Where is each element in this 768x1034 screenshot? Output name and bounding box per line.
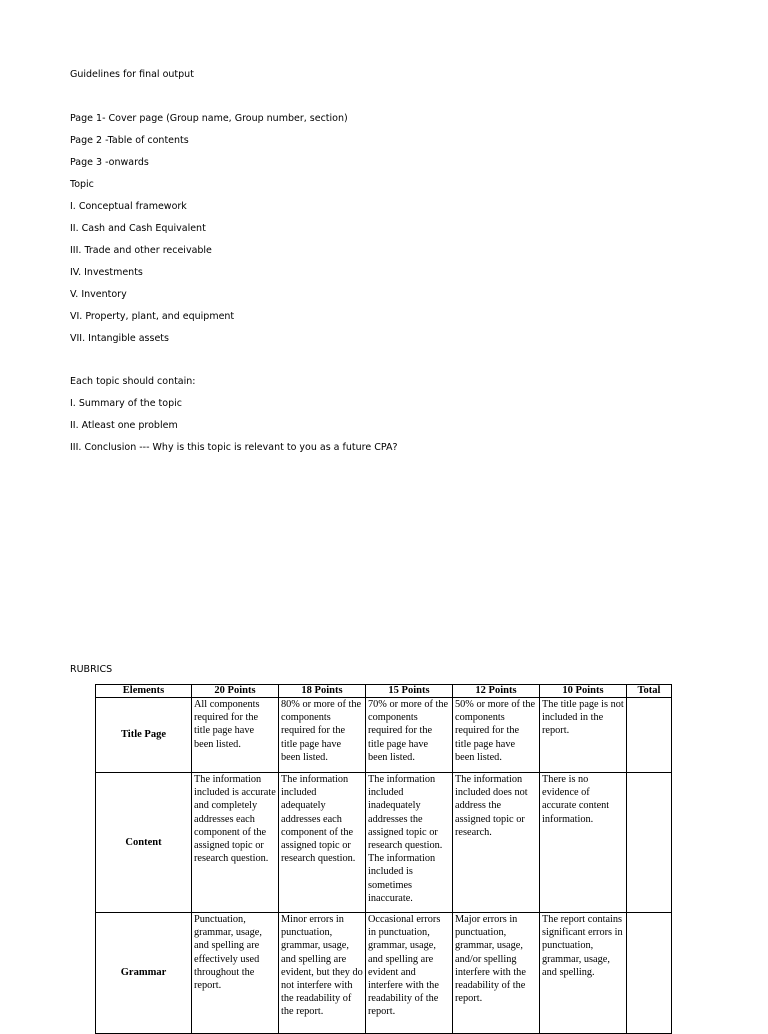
rubric-row-title-page — [96, 698, 672, 773]
criterion-cell: The information included adequately addresses each component of the assigned topic or research question. — [279, 773, 366, 913]
total-cell — [627, 913, 672, 1034]
guidelines-heading: Guidelines for final output — [70, 69, 194, 80]
criterion-cell: 50% or more of the components required for the title page have been listed. — [453, 698, 540, 773]
total-cell — [627, 698, 672, 773]
header-10-points: 10 Points — [540, 685, 627, 698]
header-total: Total — [627, 685, 672, 698]
topic-item: VII. Intangible assets — [70, 333, 169, 344]
header-20-points: 20 Points — [192, 685, 279, 698]
topic-item: II. Cash and Cash Equivalent — [70, 223, 206, 234]
criterion-cell: Punctuation, grammar, usage, and spelling are effectively used throughout the report. — [192, 913, 279, 1034]
element-grammar: Grammar — [96, 913, 192, 1034]
topic-item: VI. Property, plant, and equipment — [70, 311, 235, 322]
contain-item: II. Atleast one problem — [70, 420, 178, 431]
rubrics-header-row — [96, 685, 672, 698]
topic-item: III. Trade and other receivable — [70, 245, 212, 256]
header-12-points: 12 Points — [453, 685, 540, 698]
page-item: Page 3 -onwards — [70, 157, 149, 168]
header-18-points: 18 Points — [279, 685, 366, 698]
criterion-cell: 70% or more of the components required for the title page have been listed. — [366, 698, 453, 773]
contain-heading: Each topic should contain: — [70, 376, 196, 387]
rubric-row-content — [96, 773, 672, 913]
element-content: Content — [96, 773, 192, 913]
criterion-cell: Occasional errors in punctuation, grammar, usage, and spelling are evident and interfere with the readability of the report. — [366, 913, 453, 1034]
rubrics-table — [95, 684, 672, 1034]
topic-item: V. Inventory — [70, 289, 127, 300]
contain-item: III. Conclusion --- Why is this topic is relevant to you as a future CPA? — [70, 442, 398, 453]
criterion-cell: Major errors in punctuation, grammar, usage, and/or spelling interfere with the readability of the report. — [453, 913, 540, 1034]
criterion-cell: The title page is not included in the report. — [540, 698, 627, 773]
header-elements: Elements — [96, 685, 192, 698]
criterion-cell: The report contains significant errors in punctuation, grammar, usage, and spelling. — [540, 913, 627, 1034]
criterion-cell: The information included is accurate and completely addresses each component of the assigned topic or research question. — [192, 773, 279, 913]
element-title-page: Title Page — [96, 698, 192, 773]
criterion-cell: There is no evidence of accurate content information. — [540, 773, 627, 913]
criterion-cell: 80% or more of the components required for the title page have been listed. — [279, 698, 366, 773]
total-cell — [627, 773, 672, 913]
rubric-row-grammar — [96, 913, 672, 1034]
topic-label: Topic — [70, 179, 94, 190]
page-item: Page 2 -Table of contents — [70, 135, 189, 146]
page-item: Page 1- Cover page (Group name, Group number, section) — [70, 113, 348, 124]
criterion-cell: Minor errors in punctuation, grammar, usage, and spelling are evident, but they do not interfere with the readability of the report. — [279, 913, 366, 1034]
contain-item: I. Summary of the topic — [70, 398, 182, 409]
topic-item: I. Conceptual framework — [70, 201, 187, 212]
rubrics-title: RUBRICS — [70, 664, 113, 675]
topic-item: IV. Investments — [70, 267, 143, 278]
criterion-cell: The information included does not address the assigned topic or research. — [453, 773, 540, 913]
header-15-points: 15 Points — [366, 685, 453, 698]
criterion-cell: The information included inadequately addresses the assigned topic or research question. The information included is sometimes inaccurate. — [366, 773, 453, 913]
criterion-cell: All components required for the title page have been listed. — [192, 698, 279, 773]
